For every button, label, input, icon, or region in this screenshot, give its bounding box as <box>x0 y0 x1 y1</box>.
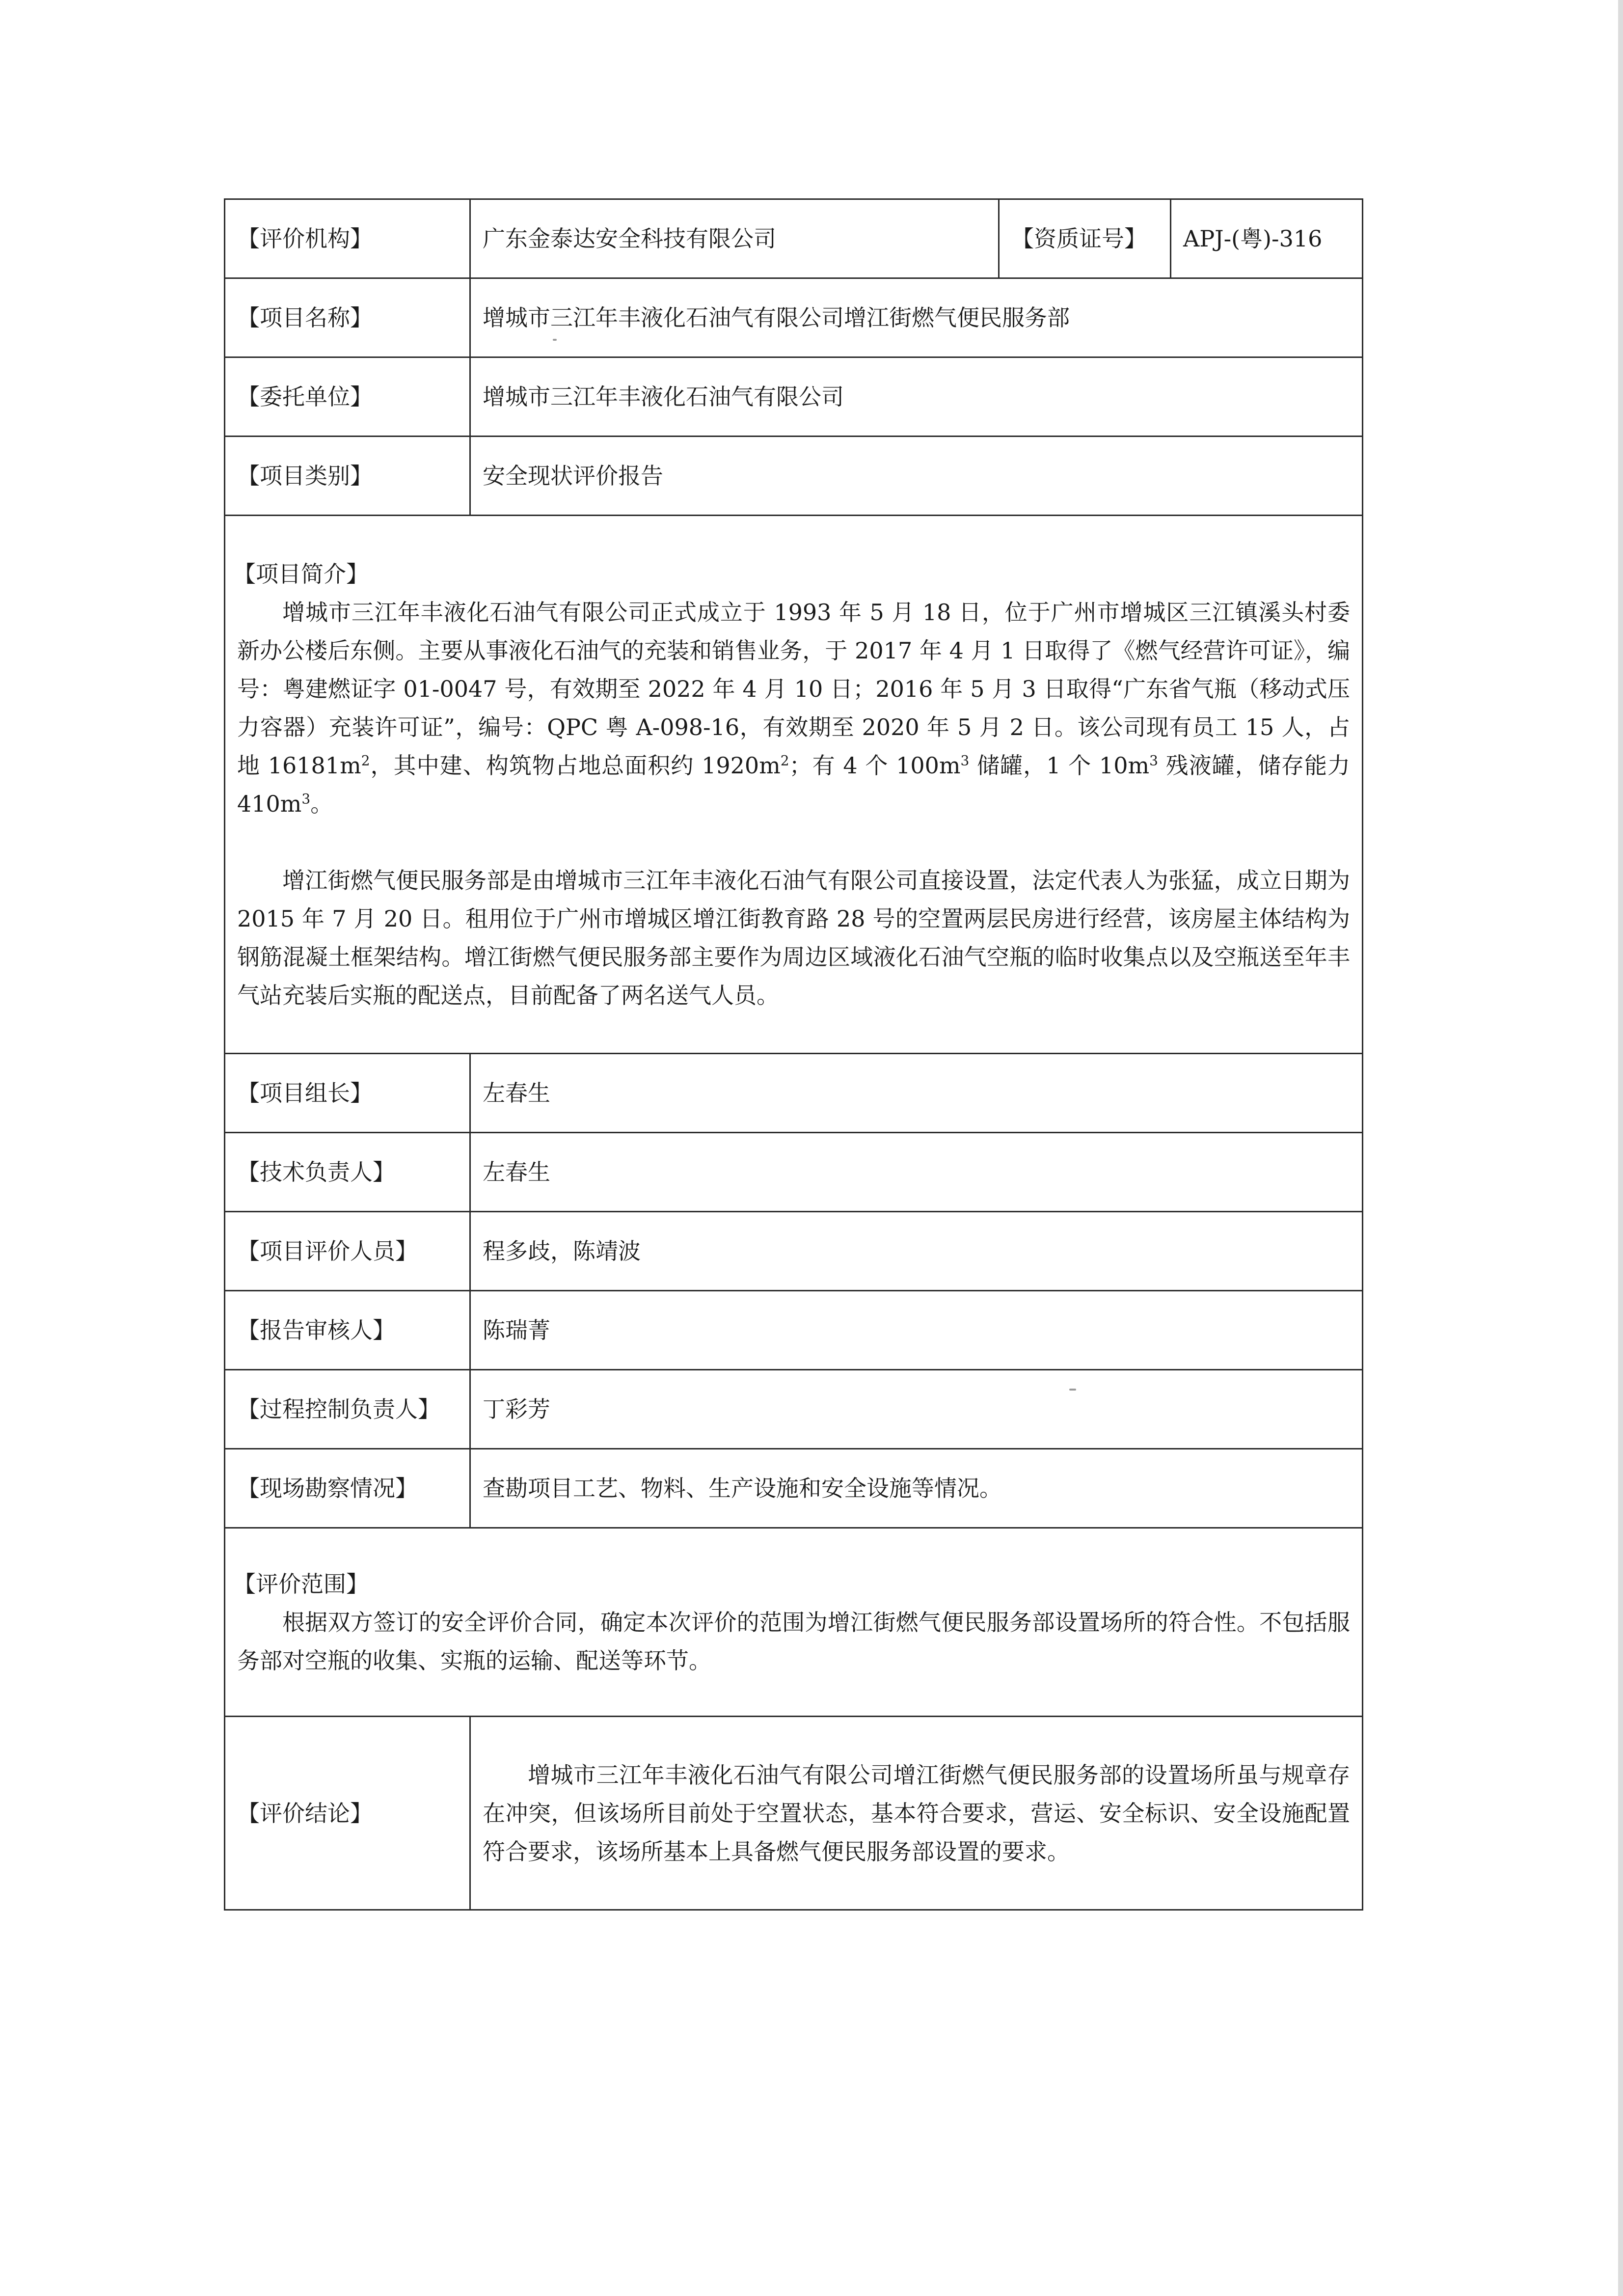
intro-cell <box>225 516 1363 1054</box>
intro-row <box>225 516 1363 1054</box>
personnel-label: 【项目评价人员】 <box>225 1212 470 1291</box>
personnel-value: 查勘项目工艺、物料、生产设施和安全设施等情况。 <box>470 1449 1363 1528</box>
intro-paragraph-2: 增江街燃气便民服务部是由增城市三江年丰液化石油气有限公司直接设置，法定代表人为张猛，成立日期为 2015 年 7 月 20 日。租用位于广州市增城区增江街教育路 28 号的空置两层民房进行经营，该房屋主体结构为钢筋混凝土框架结构。增江街燃气便民服务部主要作为周边区域液化石油气空瓶的临时收集点以及空瓶送至年丰气站充装后实瓶的配送点，目前配备了两名送气人员。 <box>237 867 1350 1009</box>
client-label: 【委托单位】 <box>225 357 470 437</box>
category-label: 【项目类别】 <box>225 437 470 516</box>
personnel-value: 程多歧，陈靖波 <box>470 1212 1363 1291</box>
conclusion-cell <box>470 1717 1363 1910</box>
cert-label: 【资质证号】 <box>999 199 1171 278</box>
personnel-label: 【现场勘察情况】 <box>225 1449 470 1528</box>
conclusion-text: 增城市三江年丰液化石油气有限公司增江街燃气便民服务部的设置场所虽与规章存在冲突，但该场所目前处于空置状态，基本符合要求，营运、安全标识、安全设施配置符合要求，该场所基本上具备燃气便民服务部设置的要求。 <box>483 1761 1350 1865</box>
personnel-row <box>225 1370 1363 1449</box>
intro-title: 【项目简介】 <box>233 560 369 587</box>
evaluation-info-table <box>224 198 1363 1911</box>
personnel-value: 左春生 <box>470 1133 1363 1212</box>
conclusion-row <box>225 1717 1363 1910</box>
personnel-row <box>225 1054 1363 1133</box>
scope-title: 【评价范围】 <box>233 1570 369 1597</box>
conclusion-label: 【评价结论】 <box>225 1717 470 1910</box>
intro-paragraph-1: 增城市三江年丰液化石油气有限公司正式成立于 1993 年 5 月 18 日，位于广州市增城区三江镇溪头村委新办公楼后东侧。主要从事液化石油气的充装和销售业务，于 2017 年 4 月 1 日取得了《燃气经营许可证》，编号：粤建燃证字 01-0047 号，有效期至 2022 年 4 月 10 日；2016 年 5 月 3 日取得“广东省气瓶（移动式压力容器）充装许可证”，编号：QPC 粤 A-098-16，有效期至 2020 年 5 月 2 日。该公司现有员工 15 人，占地 $16181m^2$，其中建、构筑物占地总面积约 $1920m^2$；有 4 个 $100m^3$ 储罐，1 个 $10m^3$ 残液罐，储存能力 $410m^3$。 <box>237 599 1351 817</box>
personnel-value: 丁彩芳 <box>470 1370 1363 1449</box>
category-row <box>225 437 1363 516</box>
personnel-value: 陈瑞菁 <box>470 1291 1363 1370</box>
project-name-row <box>225 278 1363 357</box>
project-name-label: 【项目名称】 <box>225 278 470 357</box>
category-value: 安全现状评价报告 <box>470 437 1363 516</box>
org-label: 【评价机构】 <box>225 199 470 278</box>
page-edge-shadow <box>1618 0 1623 2296</box>
client-value: 增城市三江年丰液化石油气有限公司 <box>470 357 1363 437</box>
personnel-row <box>225 1449 1363 1528</box>
cert-value: APJ-(粤)-316 <box>1171 199 1363 278</box>
personnel-row <box>225 1212 1363 1291</box>
paragraph-gap <box>237 823 1350 861</box>
personnel-label: 【技术负责人】 <box>225 1133 470 1212</box>
scope-row <box>225 1528 1363 1717</box>
personnel-label: 【报告审核人】 <box>225 1291 470 1370</box>
client-row <box>225 357 1363 437</box>
scope-cell <box>225 1528 1363 1717</box>
scope-text: 根据双方签订的安全评价合同，确定本次评价的范围为增江街燃气便民服务部设置场所的符合性。不包括服务部对空瓶的收集、实瓶的运输、配送等环节。 <box>237 1609 1350 1674</box>
personnel-row <box>225 1133 1363 1212</box>
org-value: 广东金泰达安全科技有限公司 <box>470 199 999 278</box>
personnel-label: 【过程控制负责人】 <box>225 1370 470 1449</box>
personnel-row <box>225 1291 1363 1370</box>
personnel-value: 左春生 <box>470 1054 1363 1133</box>
personnel-label: 【项目组长】 <box>225 1054 470 1133</box>
org-row <box>225 199 1363 278</box>
project-name-value: 增城市三江年丰液化石油气有限公司增江街燃气便民服务部 <box>470 278 1363 357</box>
